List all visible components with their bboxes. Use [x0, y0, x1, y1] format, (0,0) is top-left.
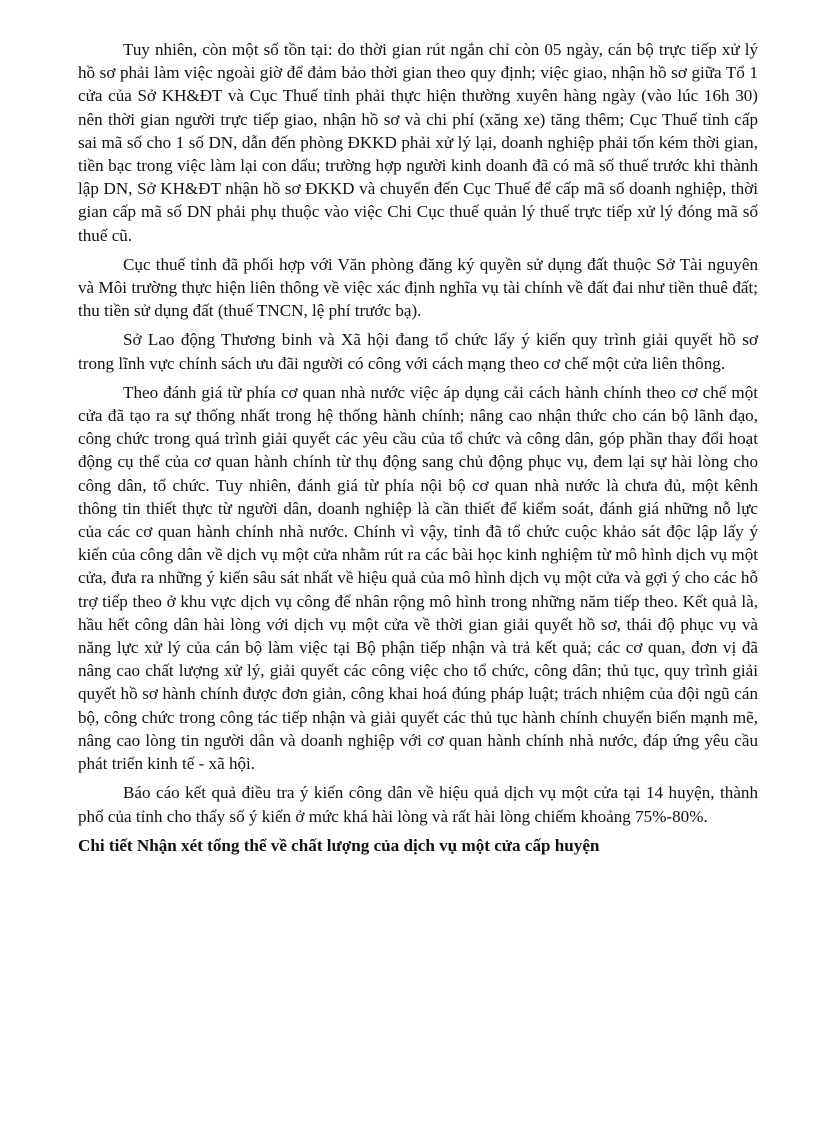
paragraph-existing-issues: Tuy nhiên, còn một số tồn tại: do thời gian rút ngắn chỉ còn 05 ngày, cán bộ trực tiếp xử lý hồ sơ phải làm việc ngoài giờ để đảm bảo thời gian theo quy định; việc giao, nhận hồ sơ giữa Tổ 1 cửa của Sở KH&ĐT và Cục Thuế tỉnh phải thực hiện thường xuyên hàng ngày (vào lúc 16h 30) nên thời gian người trực tiếp giao, nhận hồ sơ và chi phí (xăng xe) tăng thêm; Cục Thuế tỉnh cấp sai mã số cho 1 số DN, dẫn đến phòng ĐKKD phải xử lý lại, doanh nghiệp phải tốn kém thời gian, tiền bạc trong việc làm lại con dấu; trường hợp người kinh doanh đã có mã số thuế trước khi thành lập DN, Sở KH&ĐT nhận hồ sơ ĐKKD và chuyển đến Cục Thuế để cấp mã số doanh nghiệp, thời gian cấp mã số DN phải phụ thuộc vào việc Chi Cục thuế quản lý thuế trực tiếp xử lý đóng mã số thuế cũ. — [78, 40, 758, 245]
section-heading: Chi tiết Nhận xét tổng thể về chất lượng của dịch vụ một cửa cấp huyện — [78, 835, 600, 855]
paragraph-assessment: Theo đánh giá từ phía cơ quan nhà nước việc áp dụng cải cách hành chính theo cơ chế một cửa đã tạo ra sự thống nhất trong hệ thống hành chính; nâng cao nhận thức cho cán bộ lãnh đạo, công chức trong quá trình giải quyết các yêu cầu của tổ chức và công dân, góp phần thay đổi hoạt động cụ thể của cơ quan hành chính từ thụ động sang chủ động phục vụ, đem lại sự hài lòng cho công dân, tổ chức. Tuy nhiên, đánh giá từ phía nội bộ cơ quan nhà nước là chưa đủ, một kênh thông tin thiết thực từ người dân, doanh nghiệp là cần thiết để kiểm soát, đánh giá những nỗ lực của các cơ quan hành chính nhà nước. Chính vì vậy, tỉnh đã tổ chức cuộc khảo sát độc lập lấy ý kiến của công dân về dịch vụ một cửa nhằm rút ra các bài học kinh nghiệm từ mô hình dịch vụ một cửa, đưa ra những ý kiến sâu sát nhất về hiệu quả của mô hình dịch vụ một cửa và gợi ý cho các hỗ trợ tiếp theo ở khu vực dịch vụ công để nhân rộng mô hình trong những năm tiếp theo. Kết quả là, hầu hết công dân hài lòng với dịch vụ một cửa về thời gian giải quyết hồ sơ, thái độ phục vụ và năng lực xử lý của cán bộ làm việc tại Bộ phận tiếp nhận và trả kết quả; các cơ quan, đơn vị đã nâng cao chất lượng xử lý, giải quyết các công việc cho tổ chức, công dân; thủ tục, quy trình giải quyết hồ sơ hành chính được đơn giản, công khai hoá đúng pháp luật; trách nhiệm của đội ngũ cán bộ, công chức trong công tác tiếp nhận và giải quyết các thủ tục hành chính chuyển biến mạnh mẽ, nâng cao lòng tin người dân và doanh nghiệp với cơ quan hành chính nhà nước, đáp ứng yêu cầu phát triển kinh tế - xã hội. — [78, 382, 758, 774]
paragraph-survey-report: Báo cáo kết quả điều tra ý kiến công dân về hiệu quả dịch vụ một cửa tại 14 huyện, thành phố của tỉnh cho thấy số ý kiến ở mức khá hài lòng và rất hài lòng chiếm khoảng 75%-80%. — [78, 783, 758, 826]
paragraph-tax-department-coordination: Cục thuế tỉnh đã phối hợp với Văn phòng đăng ký quyền sử dụng đất thuộc Sở Tài nguyên và Môi trường thực hiện liên thông về việc xác định nghĩa vụ tài chính về đất đai như tiền thuê đất; thu tiền sử dụng đất (thuế TNCN, lệ phí trước bạ). — [78, 254, 758, 321]
document-page — [78, 38, 758, 863]
paragraph-labour-department: Sở Lao động Thương binh và Xã hội đang tổ chức lấy ý kiến quy trình giải quyết hồ sơ trong lĩnh vực chính sách ưu đãi người có công với cách mạng theo cơ chế một cửa liên thông. — [78, 330, 758, 373]
